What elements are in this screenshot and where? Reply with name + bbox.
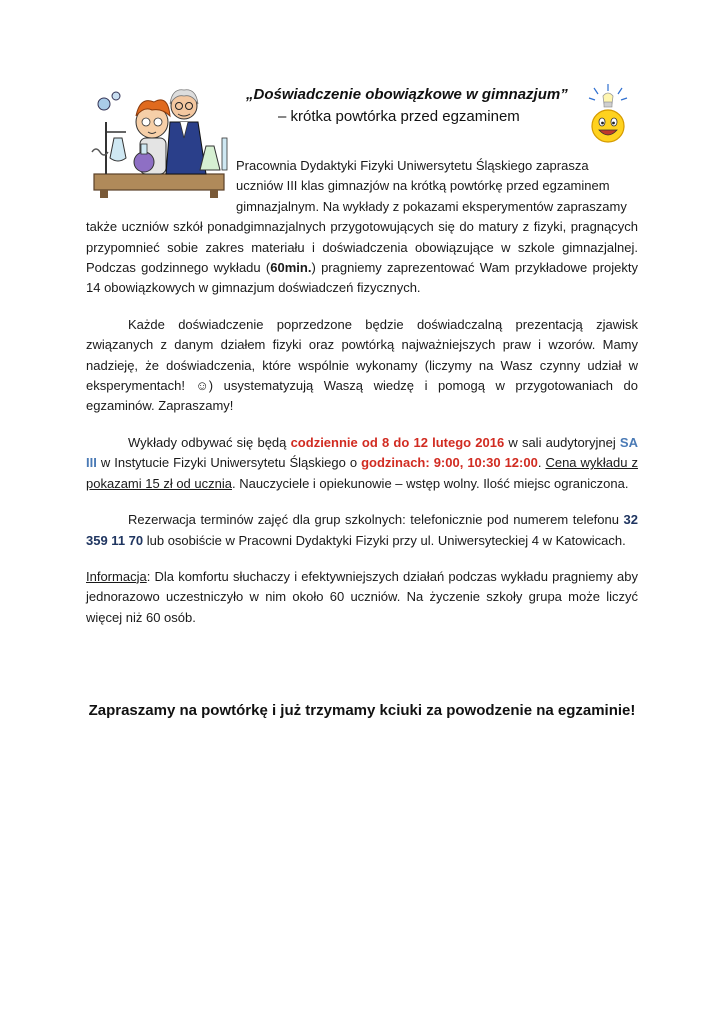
- phone-number: 32 359 11 70: [86, 512, 638, 548]
- reservation-text-b: lub osobiście w Pracowni Dydaktyki Fizyki przy ul. Uniwersyteckiej 4 w Katowicach.: [143, 532, 626, 548]
- lecture-price: Cena wykładu z pokazami 15 zł od ucznia: [86, 455, 638, 491]
- lecture-hours: godzinach: 9:00, 10:30 12:00: [361, 455, 538, 471]
- document-body: [86, 156, 638, 644]
- reservation-text-a: Rezerwacja terminów zajęć dla grup szkolnych: telefonicznie pod numerem telefonu: [128, 512, 624, 528]
- lecture-room: SA III: [86, 434, 638, 471]
- title-line-2: – krótka powtórka przed egzaminem: [278, 108, 520, 125]
- schedule-paragraph: [86, 433, 638, 494]
- info-label: Informacja: [86, 568, 147, 584]
- lecture-dates: codziennie od 8 do 12 lutego 2016: [290, 434, 505, 450]
- info-text: : Dla komfortu słuchaczy i efektywniejszych działań podczas wykładu pragniemy aby jednorazowo uczestniczyło w nim około 60 uczniów. Na życzenie szkoły grupa może liczyć więcej niż 60 osób.: [86, 568, 638, 625]
- lightbulb-smiley-icon: [586, 82, 630, 144]
- intro-line-1: Pracownia Dydaktyki Fizyki Uniwersytetu Śląskiego zaprasza: [236, 158, 589, 173]
- schedule-text-b: w sali audytoryjnej: [504, 434, 620, 450]
- intro-rest-b: ) pragniemy zaprezentować Wam przykładowe projekty 14 obowiązkowych w gimnazjum doświadczeń fizycznych.: [86, 260, 638, 296]
- title-line-1: „Doświadczenie obowiązkowe w gimnazjum”: [246, 86, 568, 103]
- info-paragraph: [86, 567, 638, 628]
- intro-line-3: gimnazjalnym. Na wykłady z pokazami eksperymentów zapraszamy: [236, 198, 627, 214]
- lecture-duration: 60min.: [270, 260, 312, 276]
- reservation-paragraph: [86, 510, 638, 551]
- document-title: [236, 84, 586, 128]
- schedule-text-d: .: [537, 455, 546, 471]
- intro-paragraph: [86, 156, 638, 299]
- experiments-paragraph: Każde doświadczenie poprzedzone będzie doświadczalną prezentacją zjawisk związanych z danym działem fizyki oraz powtórką najważniejszych praw i wzorów. Mamy nadzieję, że doświadczenia, które wspólnie wykonamy (liczymy na Wasz czynny udział w eksperymentach! ☺) usystematyzują Waszą wiedzę i pomogą w przygotowaniach do egzaminów. Zapraszamy!: [86, 316, 638, 414]
- closing-line: Zapraszamy na powtórkę i już trzymamy kciuki za powodzenie na egzaminie!: [88, 702, 636, 719]
- intro-line-2: uczniów III klas gimnazjów na krótką powtórkę przed egzaminem: [236, 178, 610, 194]
- schedule-text-c: w Instytucie Fizyki Uniwersytetu Śląskiego o: [96, 455, 362, 471]
- schedule-text-a: Wykłady odbywać się będą: [128, 434, 291, 450]
- intro-rest-a: także uczniów szkół ponadgimnazjalnych przygotowujących się do matury z fizyki, pragnących przypomnieć sobie zakres materiału i doświadczenia obowiązujące w szkole gimnazjalnej. Podczas godzinnego wykładu (: [86, 219, 638, 276]
- schedule-text-e: . Nauczyciele i opiekunowie – wstęp wolny. Ilość miejsc ograniczona.: [231, 475, 629, 491]
